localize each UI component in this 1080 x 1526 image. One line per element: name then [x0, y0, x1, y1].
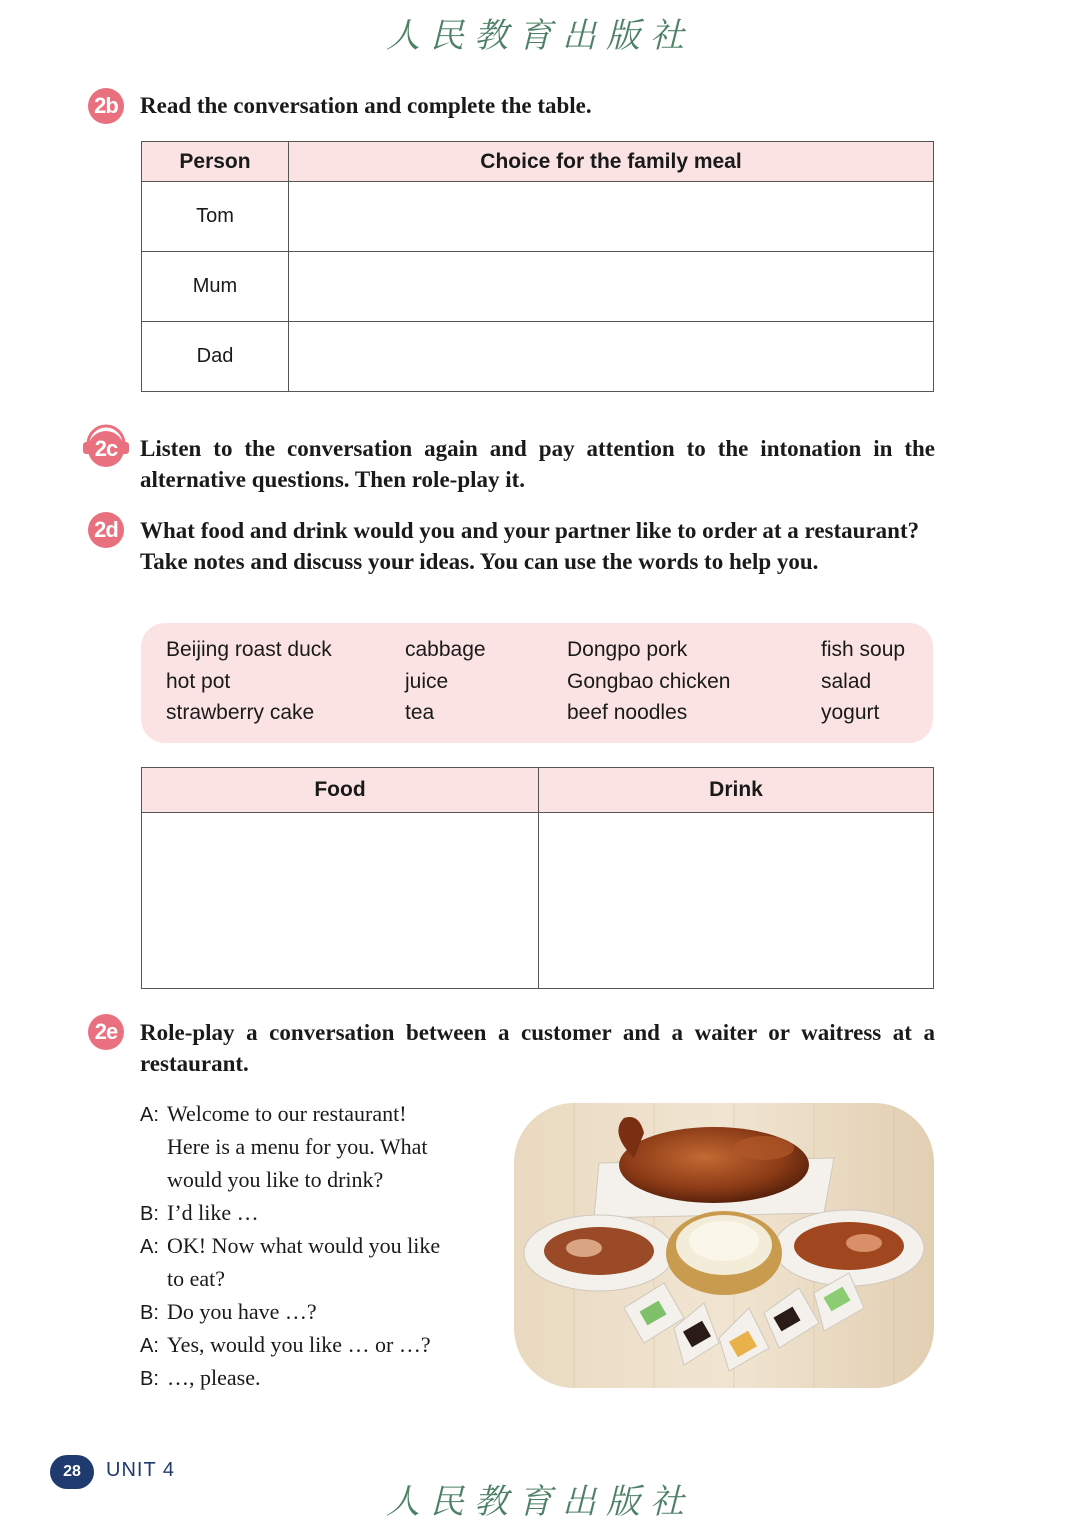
dialogue-line: [140, 1097, 407, 1132]
dialogue-text: would you like to drink?: [167, 1167, 384, 1192]
word-bank-item: cabbage: [405, 638, 486, 661]
word-bank-item: Gongbao chicken: [567, 670, 731, 693]
publisher-watermark-bottom: 人民教育出版社: [386, 1482, 694, 1522]
speaker-label: B:: [140, 1368, 159, 1390]
dialogue-text: to eat?: [167, 1266, 226, 1291]
dialogue-text: Yes, would you like … or …?: [167, 1332, 431, 1357]
dialogue-text: OK! Now what would you like: [167, 1233, 441, 1258]
word-bank-item: juice: [405, 670, 449, 693]
food-drink-table: [141, 767, 934, 989]
unit-label: UNIT 4: [106, 1459, 175, 1481]
food-notes-cell[interactable]: [142, 813, 539, 989]
dialogue-line: [140, 1130, 427, 1163]
dialogue-text: Do you have …?: [167, 1299, 317, 1324]
heading-2c: Listen to the conversation again and pay attention to the intonation in the alternative questions. Then role-play it.: [140, 436, 935, 492]
speaker-label: A:: [140, 1236, 159, 1258]
drink-notes-cell[interactable]: [539, 813, 934, 989]
speaker-label: A:: [140, 1335, 159, 1357]
word-bank-item: Dongpo pork: [567, 638, 688, 661]
col-header-person: Person: [142, 142, 289, 182]
heading-2e: Role-play a conversation between a customer and a waiter or waitress at a restaurant.: [140, 1020, 935, 1076]
dialogue-text: Welcome to our restaurant!: [167, 1101, 407, 1126]
family-meal-table: [141, 141, 934, 392]
dialogue-line: [140, 1361, 260, 1396]
publisher-watermark-top: 人民教育出版社: [386, 16, 694, 56]
speaker-label: B:: [140, 1302, 159, 1324]
row-person-tom: Tom: [142, 182, 289, 252]
row-person-dad: Dad: [142, 322, 289, 392]
word-bank-item: yogurt: [821, 701, 880, 724]
speaker-label: B:: [140, 1203, 159, 1225]
col-header-food: Food: [142, 768, 539, 813]
word-bank: [141, 623, 933, 743]
dialogue-line: [140, 1229, 440, 1264]
section-badge-2b: 2b: [88, 88, 124, 124]
dialogue-text: I’d like …: [167, 1200, 259, 1225]
dialogue-line: [140, 1262, 225, 1295]
row-person-mum: Mum: [142, 252, 289, 322]
speaker-label: A:: [140, 1104, 159, 1126]
dialogue-line: [140, 1163, 383, 1196]
section-badge-2e: 2e: [88, 1014, 124, 1050]
word-bank-item: hot pot: [166, 670, 231, 693]
answer-cell-dad[interactable]: [289, 322, 934, 392]
section-badge-2c: 2c: [88, 431, 124, 467]
word-bank-item: salad: [821, 670, 872, 693]
word-bank-item: Beijing roast duck: [166, 638, 332, 661]
dialogue-text: Here is a menu for you. What: [167, 1134, 428, 1159]
dialogue-text: …, please.: [167, 1365, 261, 1390]
page-number: 28: [50, 1455, 94, 1489]
heading-2b: Read the conversation and complete the table.: [140, 93, 592, 118]
answer-cell-tom[interactable]: [289, 182, 934, 252]
dialogue-line: [140, 1328, 431, 1363]
col-header-drink: Drink: [539, 768, 934, 813]
section-badge-2d: 2d: [88, 512, 124, 548]
heading-2d: What food and drink would you and your partner like to order at a restaurant? Take notes and discuss your ideas. You can use the words to help you.: [140, 518, 920, 574]
roast-duck-photo: [514, 1103, 934, 1388]
dialogue-line: [140, 1196, 259, 1231]
word-bank-item: beef noodles: [567, 701, 688, 724]
answer-cell-mum[interactable]: [289, 252, 934, 322]
word-bank-item: strawberry cake: [166, 701, 315, 724]
word-bank-item: fish soup: [821, 638, 906, 661]
col-header-choice: Choice for the family meal: [289, 142, 934, 182]
word-bank-item: tea: [405, 701, 435, 724]
dialogue-line: [140, 1295, 317, 1330]
